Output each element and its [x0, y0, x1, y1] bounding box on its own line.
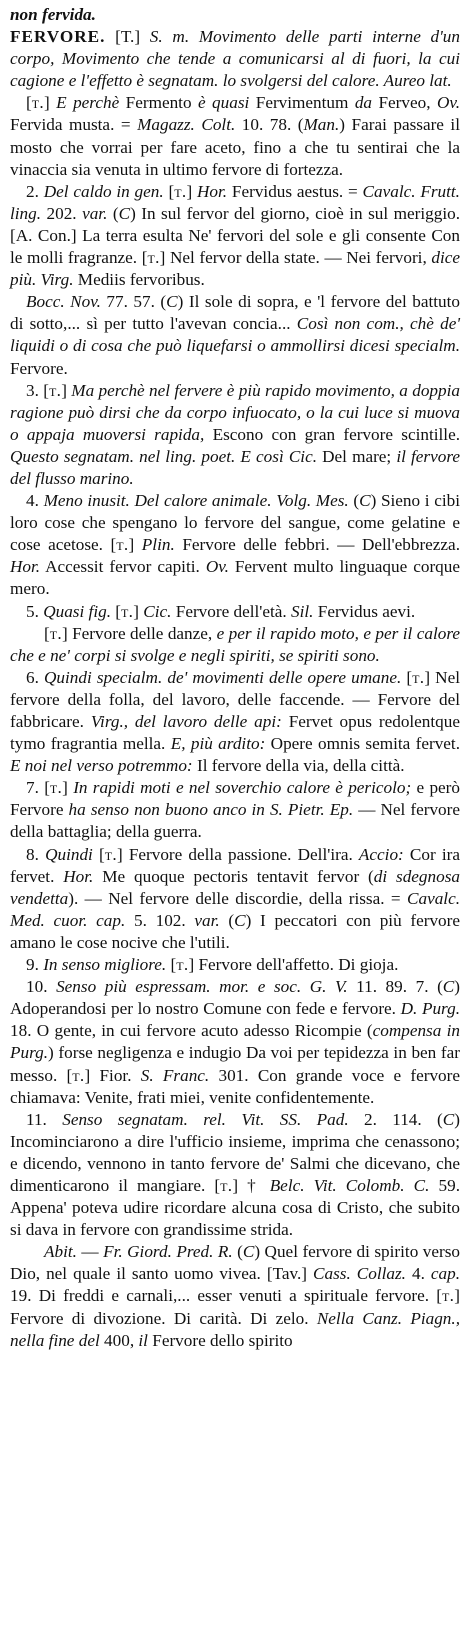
text-run: [ — [26, 93, 32, 113]
text-run: cap. — [430, 1264, 461, 1284]
text-run: ] Fervore dell'affetto. Di gioja. — [188, 955, 399, 975]
text-run: C — [442, 1109, 455, 1129]
text-run: Accessit fervor capiti. — [40, 557, 206, 577]
text-run: dice più. Virg. — [10, 248, 460, 290]
text-run: 301. Con grande voce e fervore chiamava: Venite, frati miei, venite confidentemente. — [10, 1065, 460, 1107]
text-run: Fervent multo linguaque corque mero. — [10, 557, 460, 599]
text-run: Del mare; — [317, 446, 397, 466]
text-run: Quindi — [45, 844, 93, 864]
text-run: — Nel fervore della battaglia; della guerra. — [10, 800, 461, 842]
text-run: Escono con gran fervore scintille. — [204, 424, 460, 444]
text-run: t. — [174, 181, 187, 201]
text-run: D. Purg. — [400, 999, 460, 1019]
definition-paragraph — [10, 4, 460, 26]
text-run: Fervidus aevi. — [313, 601, 416, 621]
text-run: E perchè — [56, 93, 120, 113]
text-run: 5. 102. — [125, 910, 195, 930]
text-run: In rapidi moti e nel soverchio calore è pericolo; — [73, 778, 412, 798]
headword-paragraph — [10, 26, 460, 92]
text-run: 10. 78. ( — [235, 115, 304, 135]
text-run: il fervore del flusso marino. — [10, 446, 460, 488]
text-run: Mediis fervoribus. — [73, 270, 205, 290]
text-run: C — [234, 910, 246, 930]
definition-paragraph — [10, 667, 460, 777]
text-run: ] Fervore di divozione. Di carità. Di zelo. — [10, 1286, 460, 1328]
text-run: Me quoque pectoris tentavit fervor ( — [93, 866, 374, 886]
text-run: [ — [44, 623, 50, 643]
text-run: 3. [ — [26, 380, 49, 400]
text-run: Hor. — [63, 866, 94, 886]
text-run: Fervore dello spirito — [147, 1330, 293, 1350]
text-run: 202. — [41, 203, 83, 223]
text-run: 2. 114. ( — [348, 1109, 443, 1129]
text-run: ) I peccatori con più fervore amano le cose nocive che l'utili. — [10, 910, 460, 952]
text-run: E, più ardito: — [170, 734, 266, 754]
text-run: il — [138, 1330, 148, 1350]
text-run: 8. — [26, 844, 46, 864]
text-run: Cic. — [143, 601, 172, 621]
text-run: Nella Canz. Piagn., nella fine del — [10, 1308, 460, 1350]
text-run: e però Fervore — [10, 778, 460, 820]
text-run: t. — [442, 1286, 455, 1306]
text-run: ( — [107, 203, 119, 223]
text-run: 19. Di freddi e carnali,... esser venuti a spirituale fervore. [ — [10, 1286, 443, 1306]
text-run: Quasi fig. — [43, 601, 111, 621]
text-run: Hor. — [10, 557, 41, 577]
text-run: Fervidus aestus. = — [227, 181, 363, 201]
text-run: ( — [219, 910, 235, 930]
text-run: Ma perchè nel fervere è più rapido movimento, a doppia ragione può dirsi che da corpo infuocato, o la cui luce si muova o appaja muoversi rapida, — [10, 380, 460, 444]
text-run: Accio: — [358, 844, 404, 864]
text-run: Fervore dell'età. — [171, 601, 292, 621]
text-run: ) Il sole di sopra, e 'l fervore del battuto di sotto,... sì per tutto l'avevan concia... — [10, 292, 460, 334]
text-run: Sil. — [291, 601, 314, 621]
definition-paragraph — [10, 1109, 460, 1242]
definition-paragraph — [10, 291, 460, 379]
text-run: [ — [163, 181, 175, 201]
text-run: Bocc. Nov. — [26, 292, 101, 312]
text-run: ) Farai passare il mosto che vorrai per fare aceto, fino a che tu sentirai che la vinaccia sia venuta in ultimo fervore di fortezza. — [10, 115, 460, 179]
text-run: t. — [147, 248, 160, 268]
text-run: Abit. — [44, 1242, 77, 1262]
definition-paragraph — [10, 623, 460, 667]
definition-paragraph — [10, 601, 460, 623]
text-run: ] Fior. — [84, 1065, 141, 1085]
text-run: C — [359, 491, 371, 511]
text-run: Ferveo, — [372, 93, 437, 113]
text-run: Quindi specialm. de' movimenti delle opere umane. — [44, 667, 402, 687]
text-run: ] † — [232, 1175, 270, 1195]
text-run: ] — [62, 778, 74, 798]
text-run: 5. — [26, 601, 44, 621]
headword: FERVORE. — [10, 27, 106, 47]
text-run: ] Nel fervore della folla, del lavoro, delle faccende. — Fervore del fabbricare. — [10, 667, 460, 731]
text-run: ) forse negligenza e indugio Da voi per tepidezza in ben far messo. [ — [10, 1043, 460, 1085]
text-run: [ — [92, 844, 105, 864]
text-run: 6. — [26, 667, 44, 687]
text-run: ). — Nel fervore delle discordie, della rissa. = — [68, 888, 408, 908]
text-run: 11. 89. 7. ( — [347, 977, 443, 997]
text-run: Cavalc. Med. cuor. cap. — [10, 888, 460, 930]
text-run: Ov. — [205, 557, 229, 577]
text-run: 4. — [405, 1264, 431, 1284]
text-run: Così non com., chè de' liquidi o di cosa che può liquefarsi o ammollirsi dicesi specialm. — [10, 314, 460, 356]
text-run: 11. — [26, 1109, 63, 1129]
definition-paragraph — [10, 181, 460, 291]
text-run: 59. Appena' potevа udire ricordare alcuna cosa di Cristo, che subito si dava in fervore con grandissime strida. — [10, 1175, 460, 1240]
definition-paragraph — [10, 954, 460, 976]
text-run: Fermento — [119, 93, 198, 113]
text-run: Meno inusit. Del calore animale. Volg. Mes. — [43, 491, 349, 511]
text-run: Senso più espressam. mor. e soc. G. V. — [56, 977, 348, 997]
definition-paragraph — [10, 777, 460, 843]
text-run: Man. — [303, 115, 340, 135]
text-run: C — [442, 977, 455, 997]
text-run: Magazz. Colt. — [137, 115, 236, 135]
text-run: ) Quel fervore di spirito verso Dio, nel quale il santo uomo vivea. [Tav.] — [10, 1242, 460, 1284]
text-run: ) Incominciarono a dire l'ufficio insieme, imprima che cenassono; e dicendo, vennono in tanto fervore de' Salmi che dicevano, che dimenticarono il mangiare. [ — [10, 1109, 460, 1195]
text-run: t. — [220, 1175, 233, 1195]
text-run: ha senso non buono anco in S. Pietr. Ep. — [68, 800, 354, 820]
text-run: t. — [116, 535, 129, 555]
text-run: ) Sieno i cibi loro cose che spengano lo fervore del sangue, come gelatine e cose acetose. [ — [10, 491, 460, 555]
definition-paragraph — [10, 490, 460, 600]
text-run: Belc. Vit. Colomb. C. — [269, 1175, 430, 1195]
text-run: ( — [348, 491, 360, 511]
definition-paragraph — [10, 380, 460, 490]
text-run: Fervida musta. = — [10, 115, 138, 135]
text-run: S. m. Movimento delle parti interne d'un corpo, Movimento che tende a comunicarsi al di fuori, la cui cagione e l'effetto è segnatam. lo svolgersi del calore. Aureo lat. — [10, 27, 460, 91]
text-run: ] Nel fervor della state. — Nei fervori, — [159, 248, 432, 268]
text-run: Opere omnis semita fervet. — [265, 734, 460, 754]
text-run: 9. — [26, 955, 44, 975]
text-run: Del caldo in gen. — [43, 181, 164, 201]
text-run: C — [242, 1242, 255, 1262]
text-run: è quasi — [197, 93, 250, 113]
text-run: ] — [186, 181, 197, 201]
text-run: [ — [111, 601, 122, 621]
text-run: Fervet opus redolentque tymo fragrantia mella. — [10, 712, 460, 754]
text-run: ] — [43, 93, 57, 113]
text-run: [ — [401, 667, 413, 687]
text-run: di sdegnosa vendetta — [10, 866, 460, 908]
text-run: Fr. Giord. Pred. R. — [103, 1242, 233, 1262]
text-run: t. — [31, 93, 44, 113]
text-run: compensa in Purg. — [10, 1021, 460, 1063]
text-run: t. — [49, 778, 63, 798]
text-run: t. — [412, 667, 425, 687]
text-run: Plin. — [141, 535, 175, 555]
text-run: ) Adoperandosi per lo nostro Comune con fede e fervore. — [10, 977, 460, 1019]
text-run: 10. — [26, 977, 57, 997]
text-run: Cor ira fervet. — [10, 844, 460, 886]
text-run: Ov. — [436, 93, 460, 113]
text-run: ] — [128, 535, 142, 555]
text-run: 400, — [99, 1330, 139, 1350]
text-run: ] Fervore delle danze, — [61, 623, 217, 643]
text-run: Senso segnatam. rel. Vit. SS. Pad. — [62, 1109, 349, 1129]
definition-paragraph — [10, 92, 460, 180]
text-run: [T.] — [105, 27, 150, 47]
text-run: Hor. — [197, 181, 228, 201]
text-run: 7. [ — [26, 778, 50, 798]
text-run: ] — [133, 601, 144, 621]
text-run: var. — [82, 203, 108, 223]
text-run: In senso migliore. — [43, 955, 167, 975]
text-run: 4. — [26, 491, 44, 511]
text-run: E noi nel verso potremmo: — [10, 756, 193, 776]
text-run: [ — [166, 955, 177, 975]
definition-paragraph — [10, 844, 460, 954]
text-run: ] — [61, 380, 72, 400]
text-run: e per il rapido moto, e per il calore che e ne' corpi si svolge e negli spiriti, se spiriti sono. — [10, 623, 460, 665]
text-run: t. — [104, 844, 117, 864]
text-run: t. — [176, 955, 189, 975]
text-run: Fervore. — [10, 358, 68, 378]
definition-paragraph — [10, 976, 460, 1109]
text-run: — — [76, 1242, 104, 1262]
text-run: Questo segnatam. nel ling. poet. E così Cic. — [10, 446, 318, 466]
text-run: ] Fervore della passione. Dell'ira. — [116, 844, 359, 864]
definition-paragraph — [10, 1241, 460, 1351]
text-run: da — [354, 93, 373, 113]
text-run: S. Franc. — [140, 1065, 210, 1085]
text-run: t. — [48, 380, 62, 400]
text-run: t. — [49, 623, 62, 643]
text-run: t. — [72, 1065, 85, 1085]
text-run: t. — [121, 601, 134, 621]
text-run: Cavalc. Frutt. ling. — [10, 181, 460, 223]
text-run: Virg., del lavoro delle api: — [90, 712, 282, 731]
text-run: 2. — [26, 181, 44, 201]
text-run: Fervimentum — [249, 93, 355, 113]
text-run: Il fervore della via, della città. — [192, 756, 405, 776]
text-run: Cass. Collaz. — [313, 1264, 406, 1284]
text-run: ( — [232, 1242, 243, 1262]
text-run: ) In sul fervor del giorno, cioè in sul meriggio. [A. Con.] La terra esulta Ne' fervori del sole e gli consente Con le molli fragranze. [ — [10, 203, 460, 268]
text-run: var. — [194, 910, 220, 930]
text-run: Fervore delle febbri. — Dell'ebbrezza. — [174, 535, 460, 555]
text-run: 18. O gente, in cui fervore acuto adesso Ricompie ( — [10, 1021, 373, 1041]
text-run: non fervida. — [10, 5, 96, 24]
text-run: C — [118, 203, 131, 223]
text-run: C — [166, 292, 178, 312]
text-run: 77. 57. ( — [100, 292, 167, 312]
